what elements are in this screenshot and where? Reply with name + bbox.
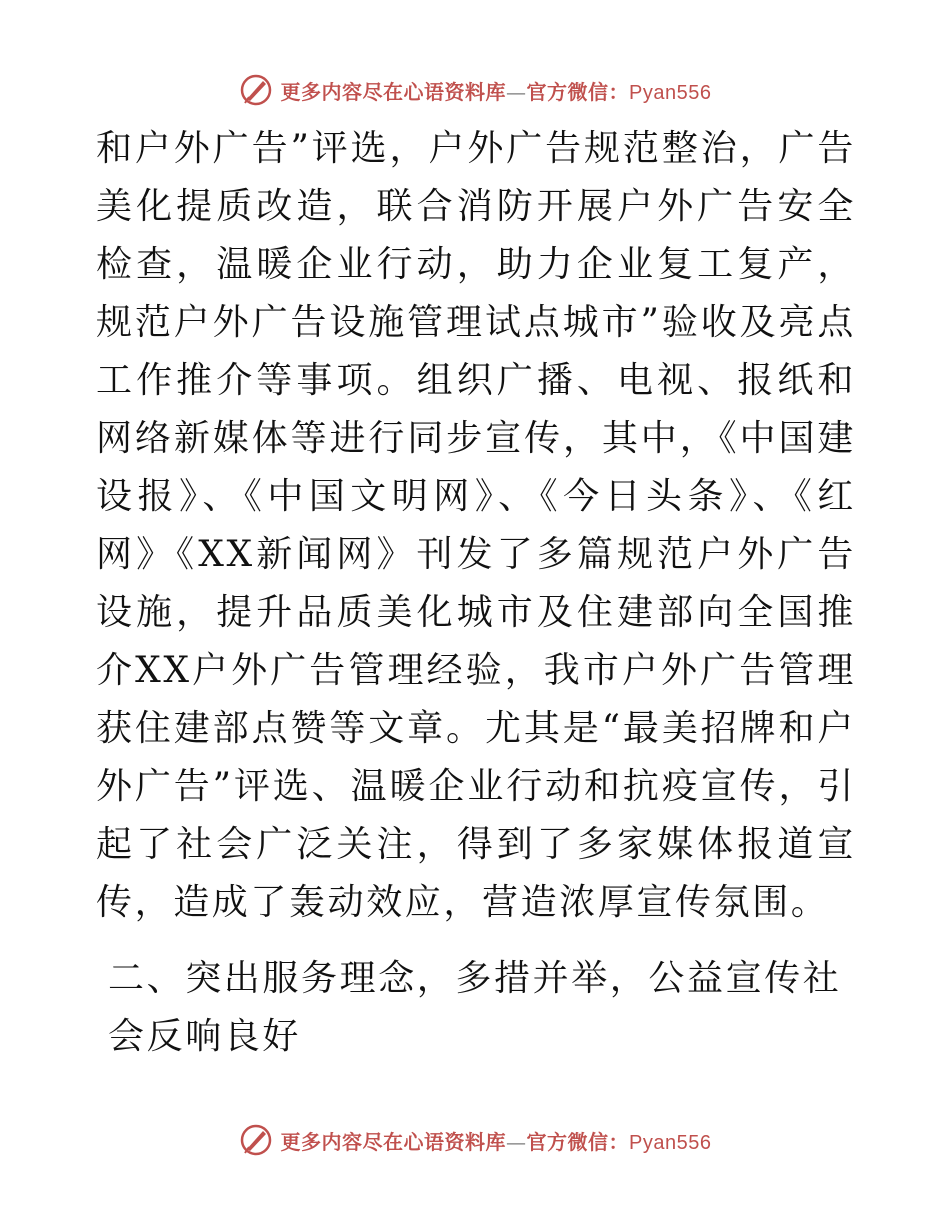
section-heading: 二、突出服务理念，多措并举，公益宣传社会反响良好 [108, 958, 842, 1057]
quill-pen-logo-icon [239, 1123, 273, 1157]
watermark-footer [0, 1120, 950, 1160]
watermark-id: Pyan556 [629, 81, 712, 104]
watermark-separator: — [506, 1129, 527, 1154]
watermark-text [281, 1126, 712, 1155]
watermark-main: 更多内容尽在心语资料库 [280, 1129, 507, 1154]
watermark-separator: — [506, 79, 527, 104]
quill-pen-logo-icon [239, 73, 273, 107]
watermark-id: Pyan556 [629, 1131, 712, 1154]
document-body [96, 120, 856, 1066]
watermark-label: 官方微信： [526, 1129, 630, 1154]
watermark-header [0, 70, 950, 110]
watermark-text [281, 76, 712, 105]
watermark-main: 更多内容尽在心语资料库 [280, 79, 507, 104]
body-paragraph: 和户外广告”评选，户外广告规范整治，广告美化提质改造，联合消防开展户外广告安全检查，温暖企业行动，助力企业复工复产，规范户外广告设施管理试点城市”验收及亮点工作推介等事项。组织广播、电视、报纸和网络新媒体等进行同步宣传，其中，《中国建设报》、《中国文明网》、《今日头条》、《红网》《XX新闻网》刊发了多篇规范户外广告设施，提升品质美化城市及住建部向全国推介XX户外广告管理经验，我市户外广告管理获住建部点赞等文章。尤其是“最美招牌和户外广告”评选、温暖企业行动和抗疫宣传，引起了社会广泛关注，得到了多家媒体报道宣传，造成了轰动效应，营造浓厚宣传氛围。 [96, 128, 856, 923]
watermark-label: 官方微信： [526, 79, 630, 104]
